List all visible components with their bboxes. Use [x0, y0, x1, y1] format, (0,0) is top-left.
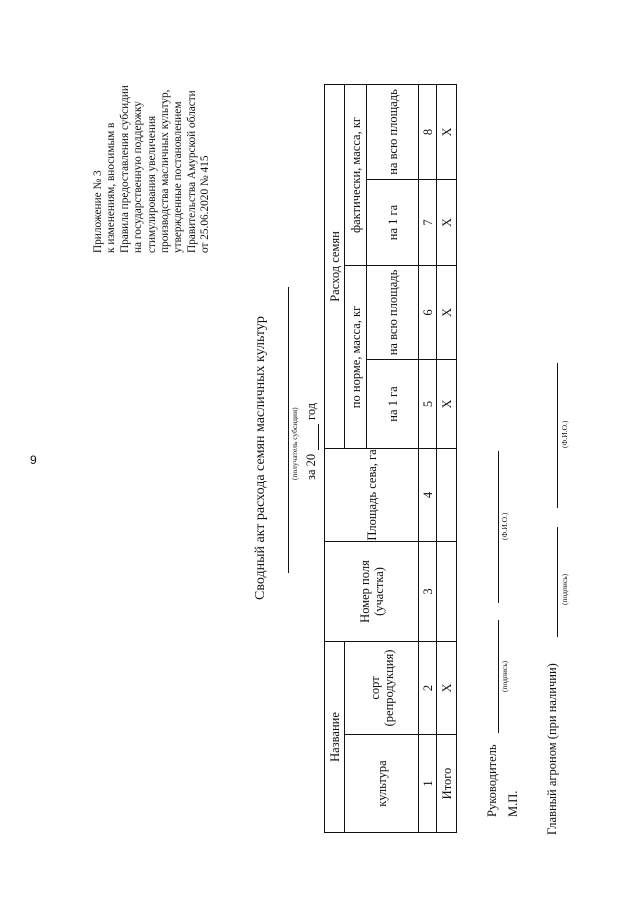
header-field-number: Номер поля (участка) [325, 541, 419, 641]
agronomist-signature-line [557, 527, 558, 637]
column-number: 6 [419, 265, 437, 359]
appendix-line: к изменениям, вносимым в [105, 122, 118, 253]
total-cell: X [437, 265, 457, 359]
head-name-line [498, 451, 499, 603]
document-title: Сводный акт расхода семян масличных культур [253, 316, 268, 600]
total-cell: X [437, 84, 457, 179]
agronomist-signature-hint: (подпись) [560, 573, 569, 605]
appendix-line: производства масличных культур, [159, 89, 172, 253]
appendix-line: Приложение № 3 [92, 170, 104, 253]
agronomist-name-line [557, 363, 558, 508]
appendix-note [92, 0, 213, 253]
column-number: 2 [419, 641, 437, 734]
header-norm-total: на всю площадь [367, 265, 419, 359]
column-number: 7 [419, 179, 437, 265]
seed-usage-table [324, 84, 457, 833]
year-suffix: год [304, 402, 318, 420]
appendix-line: на государственную поддержку [132, 101, 145, 253]
header-seed-usage: Расход семян [325, 84, 345, 448]
head-signature-hint: (подпись) [500, 660, 509, 692]
header-name-group: Название [325, 641, 345, 832]
header-norm-per-ha: на 1 га [367, 359, 419, 448]
head-label: Руководитель [485, 744, 499, 817]
recipient-hint: (получатель субсидии) [290, 407, 299, 480]
agronomist-name-hint: (Ф.И.О.) [560, 420, 569, 448]
appendix-line: утвержденные постановлением [172, 101, 185, 253]
column-number: 8 [419, 84, 437, 179]
header-by-norm: по норме, масса, кг [345, 265, 367, 448]
total-row-label: Итого [437, 735, 457, 833]
header-actual: фактически, масса, кг [345, 84, 367, 265]
recipient-line [288, 287, 289, 573]
total-cell: X [437, 179, 457, 265]
total-cell [437, 448, 457, 541]
total-cell: X [437, 359, 457, 448]
head-name-hint: (Ф.И.О.) [500, 512, 509, 540]
column-number: 3 [419, 541, 437, 641]
header-actual-total: на всю площадь [367, 84, 419, 179]
agronomist-label: Главный агроном (при наличии) [545, 663, 559, 835]
appendix-line: стимулирования увеличения [145, 115, 158, 253]
header-actual-per-ha: на 1 га [367, 179, 419, 265]
appendix-line: Правительства Амурской области [185, 90, 198, 253]
year-prefix: за 20 [304, 453, 318, 480]
appendix-line: от 25.06.2020 № 415 [199, 155, 212, 253]
column-number: 5 [419, 359, 437, 448]
total-cell: X [437, 641, 457, 734]
header-culture: культура [345, 735, 419, 833]
head-signature-line [498, 620, 499, 733]
header-variety: сорт (репродукция) [345, 641, 419, 734]
stamp-label: М.П. [506, 790, 520, 817]
header-area: Площадь сева, га [325, 448, 419, 541]
appendix-line: Правила предоставления субсидии [118, 85, 131, 253]
year-blank-line [318, 424, 319, 450]
column-number: 1 [419, 735, 437, 833]
column-number: 4 [419, 448, 437, 541]
page-number: 9 [30, 453, 37, 467]
total-cell [437, 541, 457, 641]
